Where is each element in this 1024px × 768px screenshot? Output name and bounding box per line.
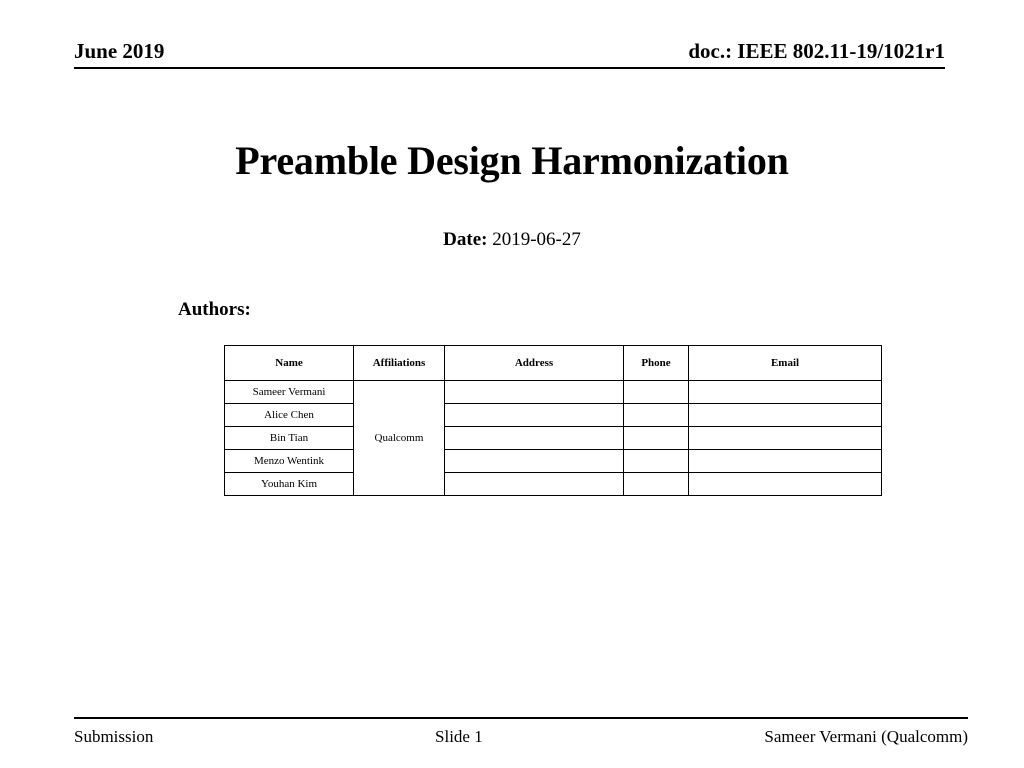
cell-name: Sameer Vermani — [225, 381, 354, 404]
table-row — [225, 404, 882, 427]
column-header-affiliations: Affiliations — [354, 346, 445, 381]
page-title: Preamble Design Harmonization — [235, 137, 789, 183]
footer-author-affiliation: Sameer Vermani (Qualcomm) — [764, 727, 968, 746]
authors-label: Authors: — [178, 299, 251, 320]
cell-address — [445, 450, 624, 473]
cell-email — [689, 473, 882, 496]
table-row — [225, 473, 882, 496]
table-row — [225, 450, 882, 473]
cell-address — [445, 427, 624, 450]
authors-table — [224, 345, 882, 496]
table-row — [225, 381, 882, 404]
column-header-phone: Phone — [624, 346, 689, 381]
slide-header — [74, 38, 945, 64]
header-document-id: doc.: IEEE 802.11-19/1021r1 — [688, 39, 945, 63]
date-line — [62, 228, 962, 252]
date-label: Date: — [443, 229, 488, 250]
cell-name: Menzo Wentink — [225, 450, 354, 473]
cell-email — [689, 450, 882, 473]
cell-name: Bin Tian — [225, 427, 354, 450]
footer-divider-rule — [74, 717, 968, 719]
header-date: June 2019 — [74, 39, 165, 63]
cell-phone — [624, 427, 689, 450]
authors-table-container — [224, 345, 882, 496]
cell-address — [445, 381, 624, 404]
cell-email — [689, 427, 882, 450]
cell-address — [445, 404, 624, 427]
table-header-row — [225, 346, 882, 381]
footer-submission-label: Submission — [74, 727, 154, 746]
cell-phone — [624, 404, 689, 427]
column-header-address: Address — [445, 346, 624, 381]
cell-name: Alice Chen — [225, 404, 354, 427]
cell-phone — [624, 473, 689, 496]
cell-affiliation-merged: Qualcomm — [354, 381, 445, 496]
cell-name: Youhan Kim — [225, 473, 354, 496]
date-value: 2019-06-27 — [492, 229, 581, 250]
footer-slide-number: Slide 1 — [435, 727, 483, 746]
slide-footer — [74, 726, 968, 748]
column-header-name: Name — [225, 346, 354, 381]
header-divider-rule — [74, 67, 945, 69]
column-header-email: Email — [689, 346, 882, 381]
cell-phone — [624, 381, 689, 404]
cell-email — [689, 404, 882, 427]
cell-email — [689, 381, 882, 404]
table-row — [225, 427, 882, 450]
cell-phone — [624, 450, 689, 473]
cell-address — [445, 473, 624, 496]
